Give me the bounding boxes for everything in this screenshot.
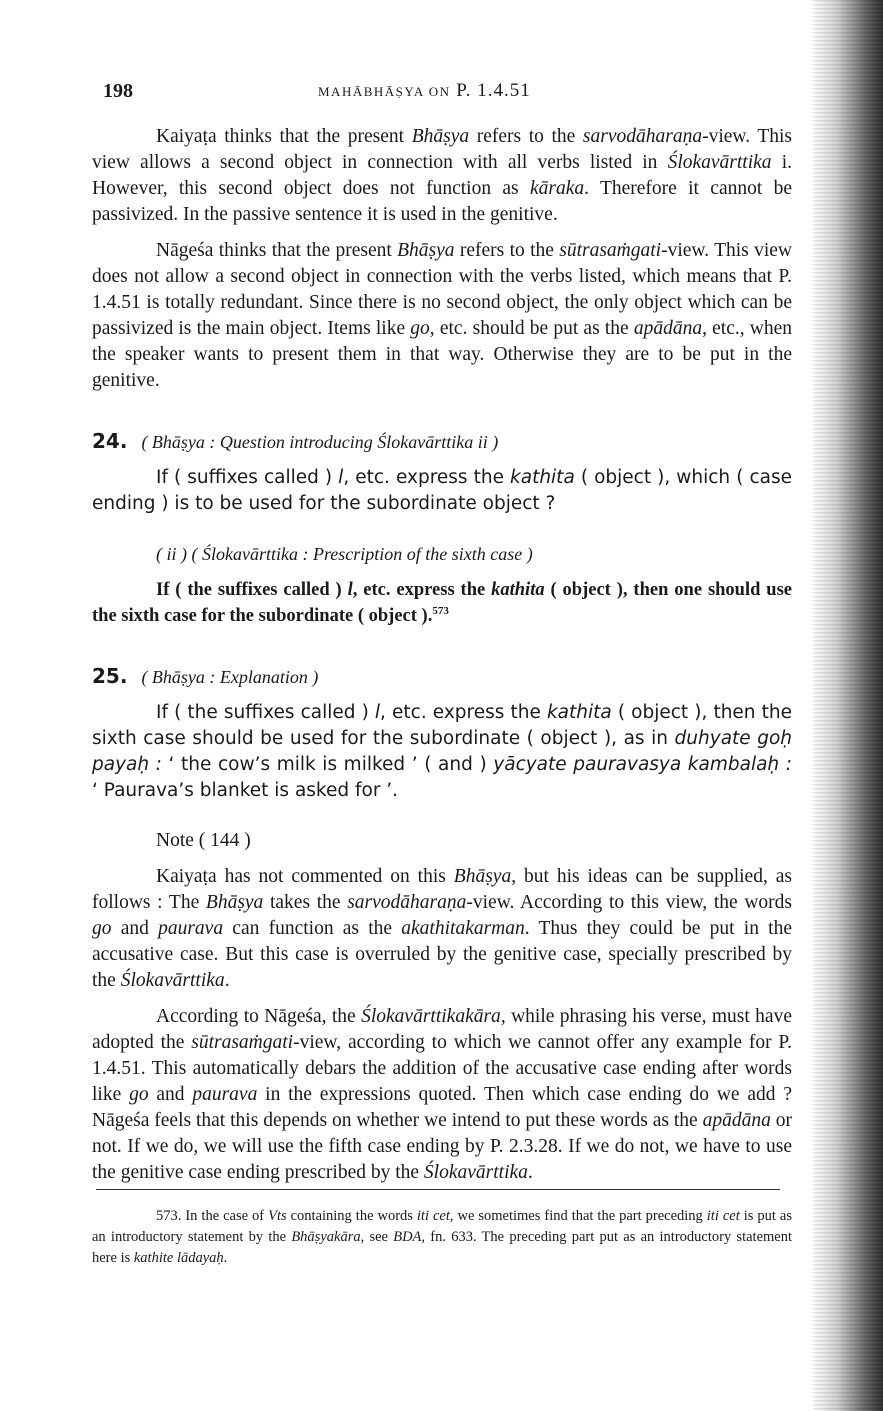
italic-term: akathitakarman <box>401 918 525 939</box>
italic-term: kathita <box>491 580 545 600</box>
text-run: , etc. should be put as the <box>429 318 634 339</box>
text-run: -view, according to which we cannot offer any example for P. 1.4.51. This automatically debars the addition of the accusative case ending after words like <box>92 1032 792 1105</box>
italic-term: go <box>92 918 112 939</box>
binding-texture <box>813 0 883 1411</box>
italic-term: BDA <box>393 1229 422 1245</box>
footnote-divider <box>96 1189 780 1190</box>
text-run: Kaiyaṭa has not commented on this <box>156 866 454 887</box>
italic-term: kathite lādayaḥ <box>133 1250 224 1266</box>
slokavarttika-heading: ( ii ) ( Ślokavārttika : Prescription of the sixth case ) <box>156 544 533 564</box>
section-24-title: ( Bhāṣya : Question introducing Ślokavārttika ii ) <box>141 432 499 452</box>
text-run: , but his ideas can be supplied, as follows : The <box>92 866 793 913</box>
text-run: refers to the <box>454 240 560 261</box>
text-run: . <box>527 1162 533 1183</box>
section-24-question <box>92 465 792 517</box>
text-run: ( object ), then one should use the sixth case for the subordinate ( object ). <box>92 580 793 626</box>
text-run: ( object ), then the sixth case should be used for the subordinate ( object ), as in <box>92 702 792 749</box>
italic-term: apādāna <box>702 1110 771 1131</box>
text-run: If ( the suffixes called ) <box>156 702 375 723</box>
italic-term: Ślokavārttika <box>667 152 772 173</box>
italic-term: Bhāṣya <box>205 892 264 913</box>
text-run: ‘ the cow’s milk is milked ’ ( and ) <box>161 754 494 775</box>
text-run: Nāgeśa thinks that the present <box>156 240 398 261</box>
italic-term: apādāna <box>633 318 703 339</box>
text-run: , etc. express the <box>343 467 511 488</box>
slokavarttika-rule <box>92 577 792 629</box>
page-body <box>92 124 792 1186</box>
text-run: ‘ Paurava’s blanket is asked for ’. <box>92 780 399 801</box>
text-run: ( object ), which ( case ending ) is to be used for the subordinate object ? <box>92 467 792 514</box>
text-run: i. However, this second object does not function as <box>92 152 793 199</box>
italic-term: Bhāṣya <box>397 240 455 261</box>
italic-term: Bhāṣya <box>453 866 512 887</box>
text-run: 573. In the case of <box>156 1208 269 1224</box>
running-head-reference: P. 1.4.51 <box>456 80 531 101</box>
paragraph-nagesa-note <box>92 1004 792 1186</box>
section-25-number: 25. <box>92 664 128 688</box>
text-run: containing the words <box>286 1208 417 1224</box>
text-run: -view. According to this view, the words <box>466 892 792 913</box>
italic-term: l <box>374 702 381 723</box>
section-25-explanation <box>92 700 792 804</box>
text-run: , etc. express the <box>380 702 547 723</box>
footnotes <box>92 1206 792 1269</box>
text-run: -view. This view allows a second object in connection with all verbs listed in <box>92 126 793 173</box>
paragraph-nagesa-view <box>92 238 792 394</box>
paragraph-kaiyata-view <box>92 124 792 228</box>
text-run: If ( suffixes called ) <box>156 467 339 488</box>
italic-term: Bhāṣyakāra <box>291 1229 361 1245</box>
running-head-title: MAHĀBHĀṢYA ON <box>318 84 451 99</box>
paragraph-kaiyata-note <box>92 864 792 994</box>
text-run: , fn. 633. The preceding part put as an introductory statement here is <box>92 1229 792 1266</box>
italic-term: Ślokavārttika <box>120 970 225 991</box>
text-run: Kaiyaṭa thinks that the present <box>156 126 412 147</box>
text-run: and <box>111 918 159 939</box>
text-run: can function as the <box>223 918 402 939</box>
italic-term: go <box>410 318 430 339</box>
italic-term: kāraka <box>529 178 585 199</box>
text-run: refers to the <box>469 126 583 147</box>
italic-term: sūtrasaṁgati <box>559 240 662 261</box>
text-run: takes the <box>263 892 348 913</box>
italic-term: Ślokavārttikakāra <box>361 1006 501 1027</box>
italic-term: Ślokavārttika <box>423 1162 528 1183</box>
running-head <box>318 80 531 102</box>
italic-term: Vts <box>268 1208 287 1224</box>
section-24-body <box>92 465 792 517</box>
text-run: or not. If we do, we will use the fifth case ending by P. 2.3.28. If we do not, we have to use the genitive case ending prescribed by the <box>92 1110 792 1183</box>
italic-term: go <box>129 1084 149 1105</box>
text-run: in the expressions quoted. Then which case ending do we add ? Nāgeśa feels that this depends on whether we intend to put these words as the <box>92 1084 793 1131</box>
note-label: Note ( 144 ) <box>156 830 251 851</box>
footnote-573 <box>92 1206 792 1269</box>
section-25-heading <box>92 663 792 690</box>
section-25-body <box>92 700 792 804</box>
text-run: . Therefore it cannot be passivized. In the passive sentence it is used in the genitive. <box>92 178 792 225</box>
italic-term: paurava <box>192 1084 258 1105</box>
footnote-marker: 573 <box>432 604 449 617</box>
text-run: . <box>223 1250 228 1266</box>
italic-term: kathita <box>510 467 575 488</box>
page-number: 198 <box>103 80 133 102</box>
text-run: , etc., when the speaker wants to present them in that way. Otherwise they are to be put in the genitive. <box>92 318 792 391</box>
text-run: and <box>148 1084 193 1105</box>
text-run: If ( the suffixes called ) <box>156 580 348 600</box>
italic-term: yācyate pauravasya kambalaḥ : <box>493 754 792 775</box>
section-25-title: ( Bhāṣya : Explanation ) <box>141 667 319 687</box>
section-24-heading <box>92 428 792 455</box>
italic-term: l <box>347 580 353 600</box>
italic-term: duhyate goḥ payaḥ : <box>92 728 792 775</box>
italic-term: sarvodāharaṇa <box>347 892 467 913</box>
italic-term: sūtrasaṁgati <box>191 1032 294 1053</box>
text-run: . <box>224 970 230 991</box>
section-24 <box>92 428 792 629</box>
italic-term: kathita <box>546 702 612 723</box>
text-run: -view. This view does not allow a second object in connection with the verbs listed, which means that P. 1.4.51 is totally redundant. Since there is no second object, the only object which can be passivized is the main object. Items like <box>92 240 793 339</box>
text-run: , we sometimes find that the part preceding <box>449 1208 707 1224</box>
section-25 <box>92 663 792 804</box>
text-run: According to Nāgeśa, the <box>156 1006 362 1027</box>
italic-term: paurava <box>158 918 224 939</box>
text-run: . Thus they could be put in the accusative case. But this case is overruled by the genitive case, specially prescribed by the <box>92 918 792 991</box>
page-header <box>0 80 883 110</box>
italic-term: Bhāṣya <box>411 126 470 147</box>
text-run: , etc. express the <box>352 580 492 600</box>
section-24-number: 24. <box>92 429 128 453</box>
italic-term: sarvodāharaṇa <box>582 126 703 147</box>
text-run: , while phrasing his verse, must have adopted the <box>92 1006 792 1053</box>
italic-term: iti cet <box>416 1208 450 1224</box>
italic-term: iti cet <box>706 1208 740 1224</box>
italic-term: l <box>338 467 344 488</box>
text-run: , see <box>360 1229 394 1245</box>
text-run: is put as an introductory statement by the <box>92 1208 792 1245</box>
